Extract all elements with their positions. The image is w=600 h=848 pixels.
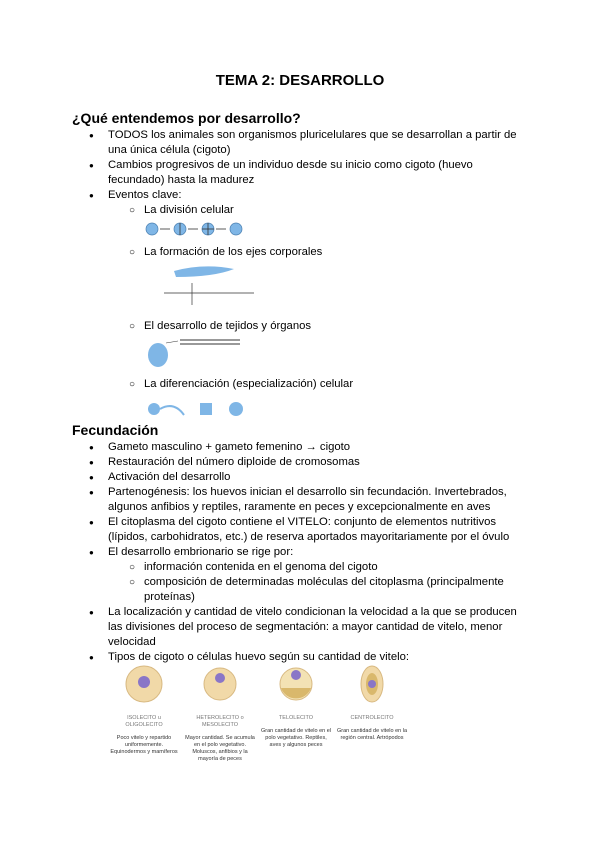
list-item: ● Eventos clave:: [72, 188, 532, 203]
egg-illustration: [276, 664, 316, 704]
list-item: ● Cambios progresivos de un individuo desde su inicio como cigoto (huevo fecundado) hasta la madurez: [72, 158, 532, 188]
egg-label: ISOLECITO u OLIGOLECITO: [125, 715, 163, 728]
list-item: ● Gameto masculino + gameto femenino → cigoto: [72, 440, 532, 455]
egg-type: [108, 664, 180, 763]
egg-illustration: [124, 664, 164, 704]
list-item: ● Restauración del número diploide de cromosomas: [72, 455, 532, 470]
egg-types-figure: [108, 664, 408, 763]
egg-illustration: [200, 664, 240, 704]
list-item: ○ composición de determinadas moléculas del citoplasma (principalmente proteínas): [72, 575, 532, 605]
egg-label: CENTROLECITO: [350, 715, 394, 721]
list-item: ● La localización y cantidad de vitelo condicionan la velocidad a la que se producen las divisiones del proceso de segmentación: a mayor cantidad de vitelo, menor velocidad: [72, 605, 532, 650]
list-item: ● Tipos de cigoto o células huevo según su cantidad de vitelo:: [72, 650, 532, 665]
list-item: ● El citoplasma del cigoto contiene el VITELO: conjunto de elementos nutritivos (lípidos, carbohidratos, etc.) de reserva aportados mayoritariamente por el óvulo: [72, 515, 532, 545]
tissue-organ-figure: [144, 337, 274, 369]
egg-description: Poco vitelo y repartido uniformemente. Equinodermos y mamíferos: [110, 735, 178, 755]
bullet-list: [72, 440, 532, 665]
section-heading: Fecundación: [72, 422, 159, 438]
item-text: La división celular: [144, 204, 234, 216]
item-text: La diferenciación (especialización) celular: [144, 378, 354, 390]
egg-label: TELOLECITO: [278, 715, 314, 721]
list-item: ● El desarrollo embrionario se rige por:: [72, 545, 532, 560]
item-text: El desarrollo de tejidos y órganos: [144, 320, 312, 332]
cell-differentiation-figure: [144, 395, 274, 429]
section-heading: ¿Qué entendemos por desarrollo?: [72, 110, 301, 126]
list-item: ● Partenogénesis: los huevos inician el desarrollo sin fecundación. Invertebrados, algunos anfibios y reptiles, raramente en peces y excepcionalmente en aves: [72, 485, 532, 515]
egg-label: HETEROLECITO o MESOLECITO: [196, 715, 244, 728]
list-item: ○ información contenida en el genoma del cigoto: [72, 560, 532, 575]
egg-illustration: [352, 664, 392, 704]
egg-description: Mayor cantidad. Se acumula en el polo vegetativo. Moluscos, anfibios y la mayoría de peces: [185, 735, 255, 762]
egg-type: [260, 664, 332, 763]
page-title: TEMA 2: DESARROLLO: [215, 72, 385, 89]
cell-division-figure: [144, 221, 254, 237]
list-item: ● Activación del desarrollo: [72, 470, 532, 485]
list-item: [72, 245, 532, 311]
list-item: ● TODOS los animales son organismos pluricelulares que se desarrollan a partir de una única célula (cigoto): [72, 128, 532, 158]
list-item: [72, 319, 532, 369]
egg-description: Gran cantidad de vitelo en la región central. Artrópodos: [336, 728, 408, 741]
egg-type: [336, 664, 408, 763]
item-text: La formación de los ejes corporales: [144, 246, 323, 258]
egg-type: [184, 664, 256, 763]
egg-description: Gran cantidad de vitelo en el polo vegetativo. Reptiles, aves y algunos peces: [260, 728, 332, 748]
list-item: [72, 203, 532, 237]
body-axes-figure: [144, 263, 274, 311]
bullet-list: [72, 128, 532, 437]
